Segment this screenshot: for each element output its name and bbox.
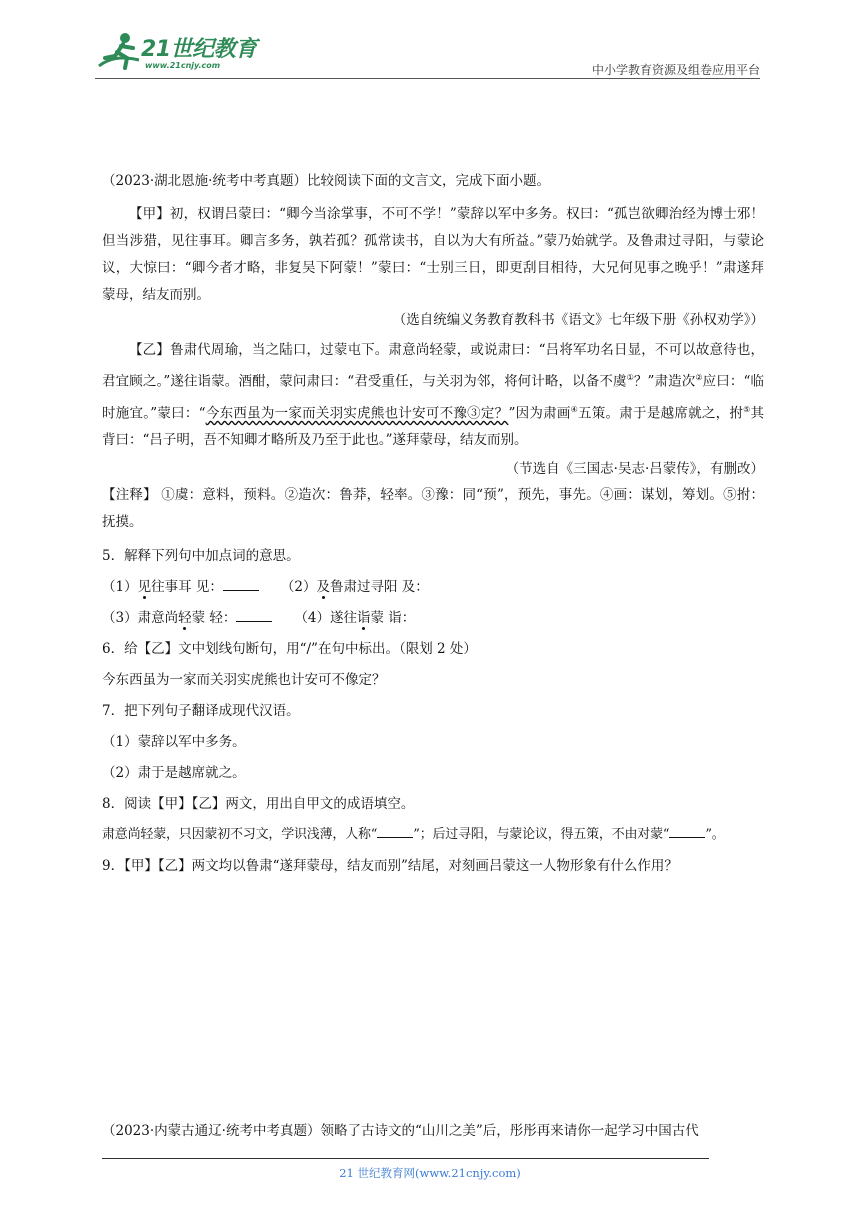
- question-7-item2: （2）肃于是越席就之。: [102, 765, 246, 781]
- question-intro: （2023·湖北恩施·统考中考真题）比较阅读下面的文言文，完成下面小题。: [102, 173, 550, 189]
- annotations: 【注释】 ①虞：意料，预料。②造次：鲁莽，轻率。③豫：同“预”，预先，事先。④画：谋划，筹划。⑤拊：抚摸。: [102, 487, 764, 530]
- passage-jia-source: （选自统编义务教育教科书《语文》七年级下册《孙权劝学》）: [392, 312, 764, 328]
- passage-yi-source: （节选自《三国志·吴志·吕蒙传》，有删改）: [505, 461, 764, 477]
- logo-text: 21世纪教育: [141, 37, 257, 62]
- page-footer[interactable]: 21 世纪教育网(www.21cnjy.com): [339, 1166, 521, 1180]
- footer-divider: [102, 1158, 709, 1159]
- next-question-intro: （2023·内蒙古通辽·统考中考真题）领略了古诗文的“山川之美”后，彤彤再来请你一起学习中国古代: [102, 1123, 699, 1139]
- question-5-row2: （3）肃意尚轻蒙 轻： （4）遂往诣蒙 诣：: [102, 610, 416, 626]
- platform-name: 中小学教育资源及组卷应用平台: [591, 63, 760, 77]
- passage-jia: 【甲】初，权谓吕蒙曰：“卿今当涂掌事，不可不学！”蒙辞以军中多务。权曰：“孤岂欲卿治经为博士邪！但当涉猎，见往事耳。卿言多务，孰若孤？孤常读书，自以为大有所益。”蒙乃始就学。及鲁肃过寻阳，与蒙论议，大惊曰：“卿今者才略，非复吴下阿蒙！”蒙曰：“士别三日，即更刮目相待，大兄何见事之晚乎！”肃遂拜蒙母，结友而别。: [102, 206, 764, 303]
- answer-blank[interactable]: [377, 824, 413, 838]
- answer-blank[interactable]: [223, 577, 259, 591]
- question-6-sentence: 今东西虽为一家而关羽实虎熊也计安可不像定？: [102, 672, 386, 688]
- answer-blank[interactable]: [669, 824, 705, 838]
- header-divider: [95, 78, 760, 79]
- underlined-sentence: 今东西虽为一家而关羽实虎熊也计安可不豫③定？: [205, 405, 509, 421]
- question-8-fill: 肃意尚轻蒙，只因蒙初不习文，学识浅薄，人称“ ”；后过寻阳，与蒙论议，得五策，不由对蒙“ ”。: [102, 824, 764, 846]
- runner-logo-icon: [95, 30, 143, 74]
- question-7-title: 7．把下列句子翻译成现代汉语。: [102, 703, 300, 719]
- logo-url: www.21cnjy.com: [145, 61, 221, 70]
- question-5-row1: （1）见往事耳 见： （2）及鲁肃过寻阳 及：: [102, 579, 429, 595]
- page-header: [95, 30, 760, 80]
- document-body: [102, 170, 764, 877]
- answer-blank[interactable]: [236, 608, 272, 622]
- question-5-title: 5．解释下列句中加点词的意思。: [102, 548, 300, 564]
- question-6-title: 6．给【乙】文中划线句断句，用“/”在句中标出。（限划 2 处）: [102, 641, 477, 657]
- question-9: 9．【甲】【乙】两文均以鲁肃“遂拜蒙母，结友而别”结尾，对刻画吕蒙这一人物形象有什么作用？: [102, 858, 678, 874]
- passage-yi: 【乙】鲁肃代周瑜，当之陆口，过蒙屯下。肃意尚轻蒙，或说肃曰：“吕将军功名日显，不可以故意待也，君宜顾之。”遂往诣蒙。酒酣，蒙问肃曰：“君受重任，与关羽为邻，将何计略，以备不虞①？”肃造次②应曰：“临时施宜。”蒙曰：“今东西虽为一家而关羽实虎熊也计安可不豫③定？”因为肃画④五策。肃于是越席就之，拊⑤其背曰：“吕子明，吾不知卿才略所及乃至于此也。”遂拜蒙母，结友而别。: [102, 342, 765, 448]
- question-7-item1: （1）蒙辞以军中多务。: [102, 734, 246, 750]
- question-8-title: 8．阅读【甲】【乙】两文，用出自甲文的成语填空。: [102, 796, 415, 812]
- logo: [95, 30, 260, 78]
